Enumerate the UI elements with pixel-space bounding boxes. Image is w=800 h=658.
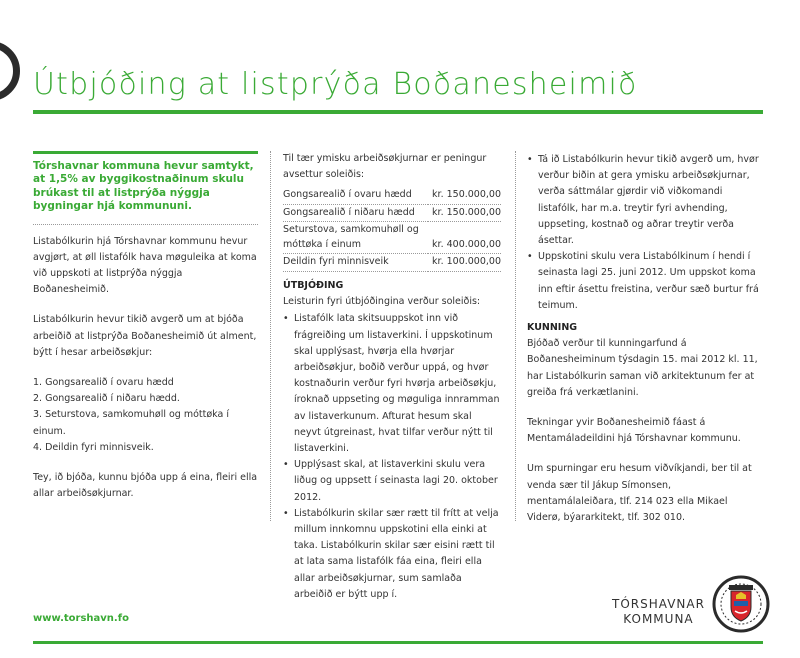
cost-label: Gongsarealið í ovaru hædd xyxy=(283,187,428,204)
bullet-list xyxy=(527,152,763,314)
paragraph: Bjóðað verður til kunningarfund á Boðanesheiminum týsdagin 15. mai 2012 kl. 11, har Listabólkurin saman við arkitektunum fer at greiða frá verkætlanini. xyxy=(527,338,758,398)
column-3 xyxy=(527,151,763,526)
list-item xyxy=(283,506,501,603)
org-line: TÓRSHAVNAR xyxy=(612,597,705,611)
organization-name xyxy=(612,597,705,627)
paragraph: Listabólkurin hevur tikið avgerð um at bjóða arbeiðið at listprýða Boðanesheimið út alment, býtt í hesar arbeiðsøkjur: xyxy=(33,314,257,358)
section-heading: ÚTBJÓÐING xyxy=(283,279,344,291)
page-title: Útbjóðing at listprýða Boðanesheimið xyxy=(33,67,638,102)
table-row xyxy=(283,187,501,204)
logo-arc-icon xyxy=(0,41,20,101)
bullet-text: Tá ið Listabólkurin hevur tikið avgerð um, hvør verður biðin at gera ymisku arbeiðsøkjurnar, verða sáttmálar gjørdir við viðkomandi listafólk, har m.a. treytir fyri avhending, uppseting, kostnað og aðrar treytir verða ásettar. xyxy=(538,154,759,247)
column-2 xyxy=(283,151,501,603)
cost-amount: kr. 100.000,00 xyxy=(428,254,501,272)
bullet-icon: • xyxy=(527,154,533,165)
paragraph: Tey, ið bjóða, kunnu bjóða upp á eina, fleiri ella allar arbeiðsøkjurnar. xyxy=(33,472,258,500)
cost-table xyxy=(283,187,501,272)
cost-amount: kr. 150.000,00 xyxy=(428,204,501,222)
bullet-text: Uppskotini skulu vera Listabólkinum í hendi í seinasta lagi 25. juni 2012. Um uppskot koma inn eftir ásettu freistina, verður sæð burtur frá teimum. xyxy=(538,251,759,311)
section-heading: KUNNING xyxy=(527,322,578,334)
column-divider xyxy=(515,151,516,521)
org-line: KOMMUNA xyxy=(623,612,694,626)
website-link[interactable]: www.torshavn.fo xyxy=(33,613,129,624)
coat-of-arms-icon xyxy=(712,573,770,635)
cost-label: Deildin fyri minnisveik xyxy=(283,254,428,272)
list-item: 4. Deildin fyri minnisveik. xyxy=(33,441,154,453)
table-row xyxy=(283,222,501,254)
bullet-list xyxy=(283,311,501,603)
paragraph: Til tær ymisku arbeiðsøkjurnar er peningur avsettur soleiðis: xyxy=(283,153,487,181)
list-item xyxy=(527,152,763,249)
list-item xyxy=(283,457,501,506)
table-row xyxy=(283,204,501,222)
bullet-text: Upplýsast skal, at listaverkini skulu vera liðug og uppsett í seinasta lagi 20. oktober 2012. xyxy=(294,459,498,503)
lead-divider xyxy=(33,151,258,154)
list-item: 3. Seturstova, samkomuhøll og móttøka í einum. xyxy=(33,409,229,437)
cost-label: Gongsarealið í niðaru hædd xyxy=(283,204,428,222)
paragraph: Tekningar yvir Boðanesheimið fáast á Mentamáladeildini hjá Tórshavnar kommunu. xyxy=(527,417,741,445)
bullet-text: Listafólk lata skitsuuppskot inn við frágreiðing um listaverkini. Í uppskotinum skal upplýsast, hvørja ella hvørjar arbeiðsøkjur, boðið verður uppá, og hvør kostnaðurin verður fyri hvørja arbeiðsøkju, íroknað uppseting og møguliga innramman av listaverkunum. Afturat hesum skal neyvt útgreinast, hvat tilfar verður nýtt til listaverkini. xyxy=(294,313,500,454)
lead-separator xyxy=(33,224,258,225)
list-item: 2. Gongsarealið í niðaru hædd. xyxy=(33,393,180,405)
lead-paragraph: Tórshavnar kommuna hevur samtykt, at 1,5% av byggikostnaðinum skulu brúkast til at listprýða nýggja bygningar hjá kommununi. xyxy=(33,160,254,213)
work-area-list xyxy=(33,375,258,456)
bullet-text: Listabólkurin skilar sær rætt til frítt at velja millum innkomnu uppskotini ella einki at taka. Listabólkurin skilar sær eisini rætt til at lata sama listafólk fáa eina, fleiri ella allar arbeiðsøkjurnar, sum samlaða arbeiðið er býtt upp í. xyxy=(294,507,499,600)
table-row xyxy=(283,254,501,272)
paragraph: Listabólkurin hjá Tórshavnar kommunu hevur avgjørt, at øll listafólk hava møguleika at koma við uppskoti at listprýða nýggja Boðanesheimið. xyxy=(33,235,257,296)
column-1 xyxy=(33,151,258,502)
list-item xyxy=(283,311,501,457)
list-item xyxy=(527,249,763,314)
list-item: 1. Gongsarealið í ovaru hædd xyxy=(33,377,174,389)
cost-label: Seturstova, samkomuhøll og móttøka í einum xyxy=(283,222,428,254)
cost-amount: kr. 400.000,00 xyxy=(428,222,501,254)
paragraph: Um spurningar eru hesum viðvíkjandi, ber til at venda sær til Jákup Símonsen, mentamálaleiðara, tlf. 214 023 ella Mikael Viderø, býararkitekt, tlf. 302 010. xyxy=(527,463,752,524)
column-divider xyxy=(270,151,271,521)
bullet-icon: • xyxy=(283,459,289,471)
cost-amount: kr. 150.000,00 xyxy=(428,187,501,204)
bullet-icon: • xyxy=(283,313,289,325)
footer-divider xyxy=(33,641,763,644)
bullet-icon: • xyxy=(527,251,533,263)
bullet-icon: • xyxy=(283,507,289,519)
title-divider xyxy=(33,110,763,114)
paragraph: Leisturin fyri útbjóðingina verður soleiðis: xyxy=(283,296,481,308)
